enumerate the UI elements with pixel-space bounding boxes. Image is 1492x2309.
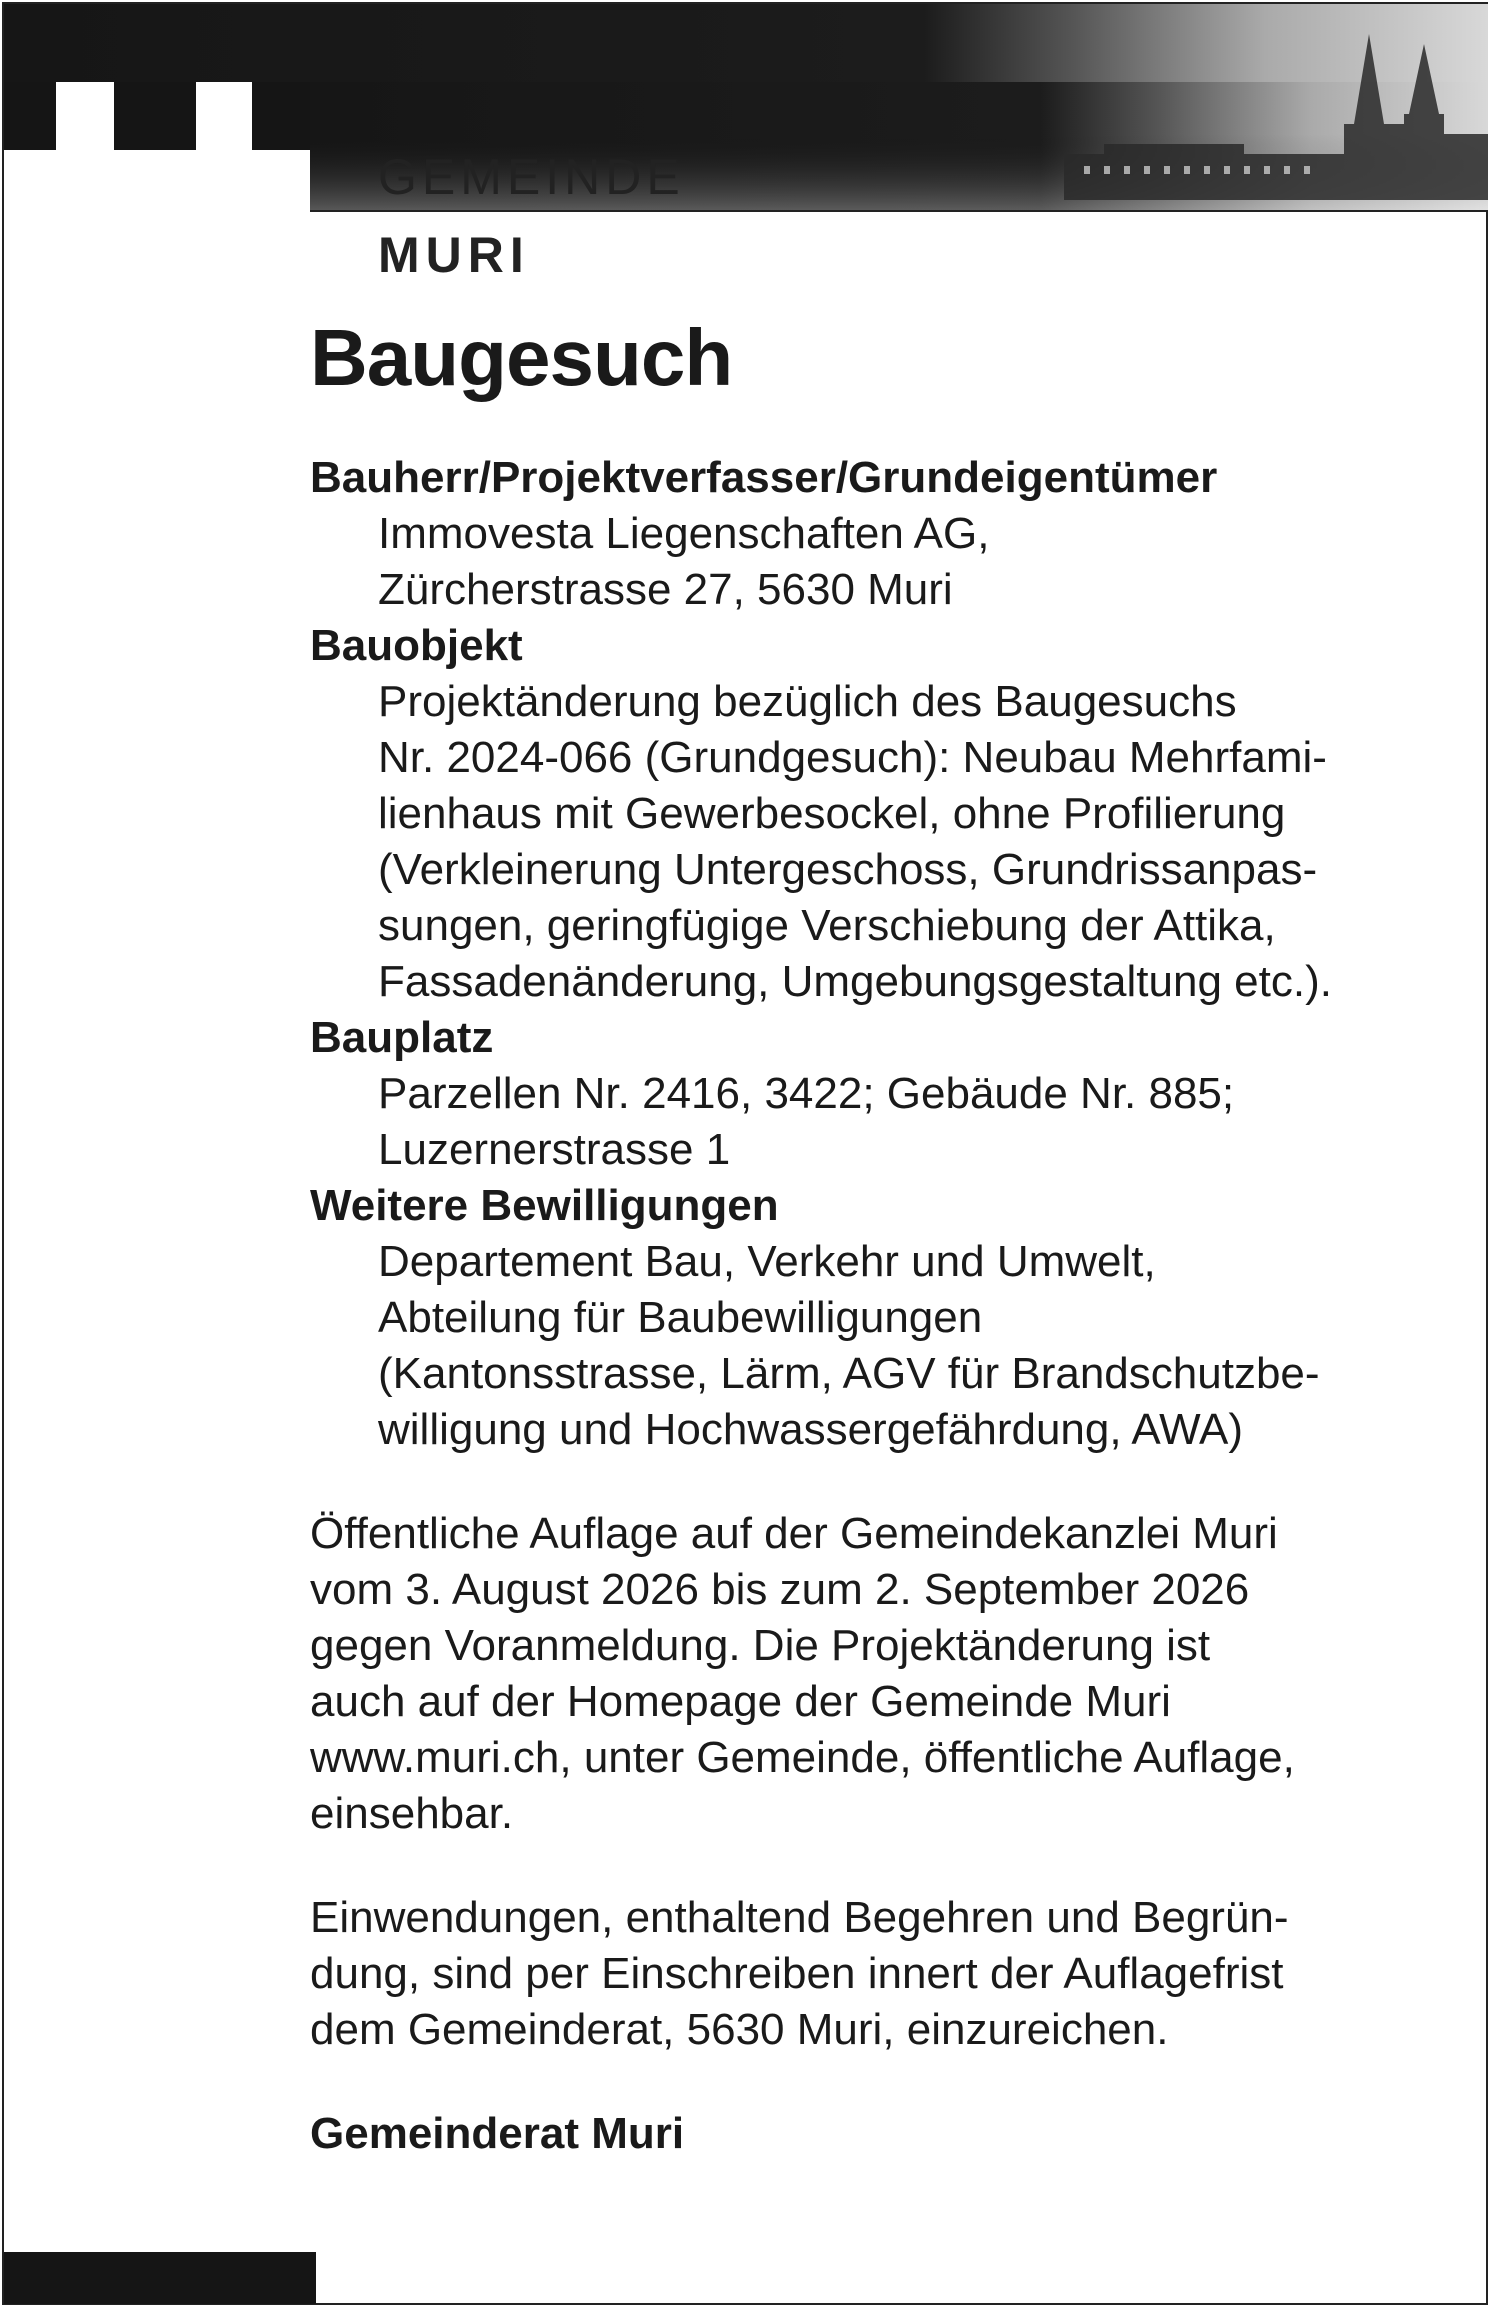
header-banner	[4, 4, 1488, 304]
section-label: Bauobjekt	[310, 621, 523, 670]
section-label: Weitere Bewilligungen	[310, 1181, 779, 1230]
footer-bar	[4, 2252, 316, 2304]
logo-text-muri: MURI	[378, 227, 530, 283]
section-bauplatz	[310, 1010, 1430, 1178]
section-line: Abteilung für Baubewilligungen	[378, 1293, 983, 1342]
section-label: Bauherr/Projektverfasser/Grundeigentümer	[310, 453, 1218, 502]
notice-content	[310, 313, 1430, 2162]
page-title: Baugesuch	[310, 313, 733, 402]
paragraph-line: einsehbar.	[310, 1789, 514, 1838]
section-line: Nr. 2024-066 (Grundgesuch): Neubau Mehrfami-	[378, 733, 1327, 782]
section-line: Luzernerstrasse 1	[378, 1125, 731, 1174]
section-bauobjekt	[310, 618, 1430, 1010]
section-line: willigung und Hochwassergefährdung, AWA)	[378, 1405, 1243, 1454]
section-line: Zürcherstrasse 27, 5630 Muri	[378, 565, 953, 614]
paragraph-line: auch auf der Homepage der Gemeinde Muri	[310, 1677, 1171, 1726]
paragraph-line: www.muri.ch, unter Gemeinde, öffentliche Auflage,	[310, 1733, 1295, 1782]
section-line: (Kantonsstrasse, Lärm, AGV für Brandschutzbe-	[378, 1349, 1320, 1398]
paragraph-line: Einwendungen, enthaltend Begehren und Begrün-	[310, 1893, 1289, 1942]
section-line: lienhaus mit Gewerbesockel, ohne Profilierung	[378, 789, 1286, 838]
section-line: sungen, geringfügige Verschiebung der Attika,	[378, 901, 1276, 950]
signature: Gemeinderat Muri	[310, 2109, 685, 2158]
logo-graphic	[4, 4, 1488, 304]
einwendungen-paragraph	[310, 1890, 1430, 2058]
section-line: Fassadenänderung, Umgebungsgestaltung etc.).	[378, 957, 1332, 1006]
paragraph-line: vom 3. August 2026 bis zum 2. September 2026	[310, 1565, 1250, 1614]
section-bewilligungen	[310, 1178, 1430, 1458]
paragraph-line: Öffentliche Auflage auf der Gemeindekanzlei Muri	[310, 1509, 1278, 1558]
paragraph-line: gegen Voranmeldung. Die Projektänderung ist	[310, 1621, 1211, 1670]
section-line: Departement Bau, Verkehr und Umwelt,	[378, 1237, 1156, 1286]
section-label: Bauplatz	[310, 1013, 494, 1062]
section-bauherr	[310, 450, 1430, 618]
logo-text-gemeinde: GEMEINDE	[378, 149, 685, 205]
paragraph-line: dung, sind per Einschreiben innert der Auflagefrist	[310, 1949, 1284, 1998]
section-line: Projektänderung bezüglich des Baugesuchs	[378, 677, 1237, 726]
auflage-paragraph	[310, 1506, 1430, 1842]
section-line: (Verkleinerung Untergeschoss, Grundrissanpas-	[378, 845, 1318, 894]
paragraph-line: dem Gemeinderat, 5630 Muri, einzureichen.	[310, 2005, 1169, 2054]
section-line: Parzellen Nr. 2416, 3422; Gebäude Nr. 885;	[378, 1069, 1235, 1118]
section-line: Immovesta Liegenschaften AG,	[378, 509, 990, 558]
